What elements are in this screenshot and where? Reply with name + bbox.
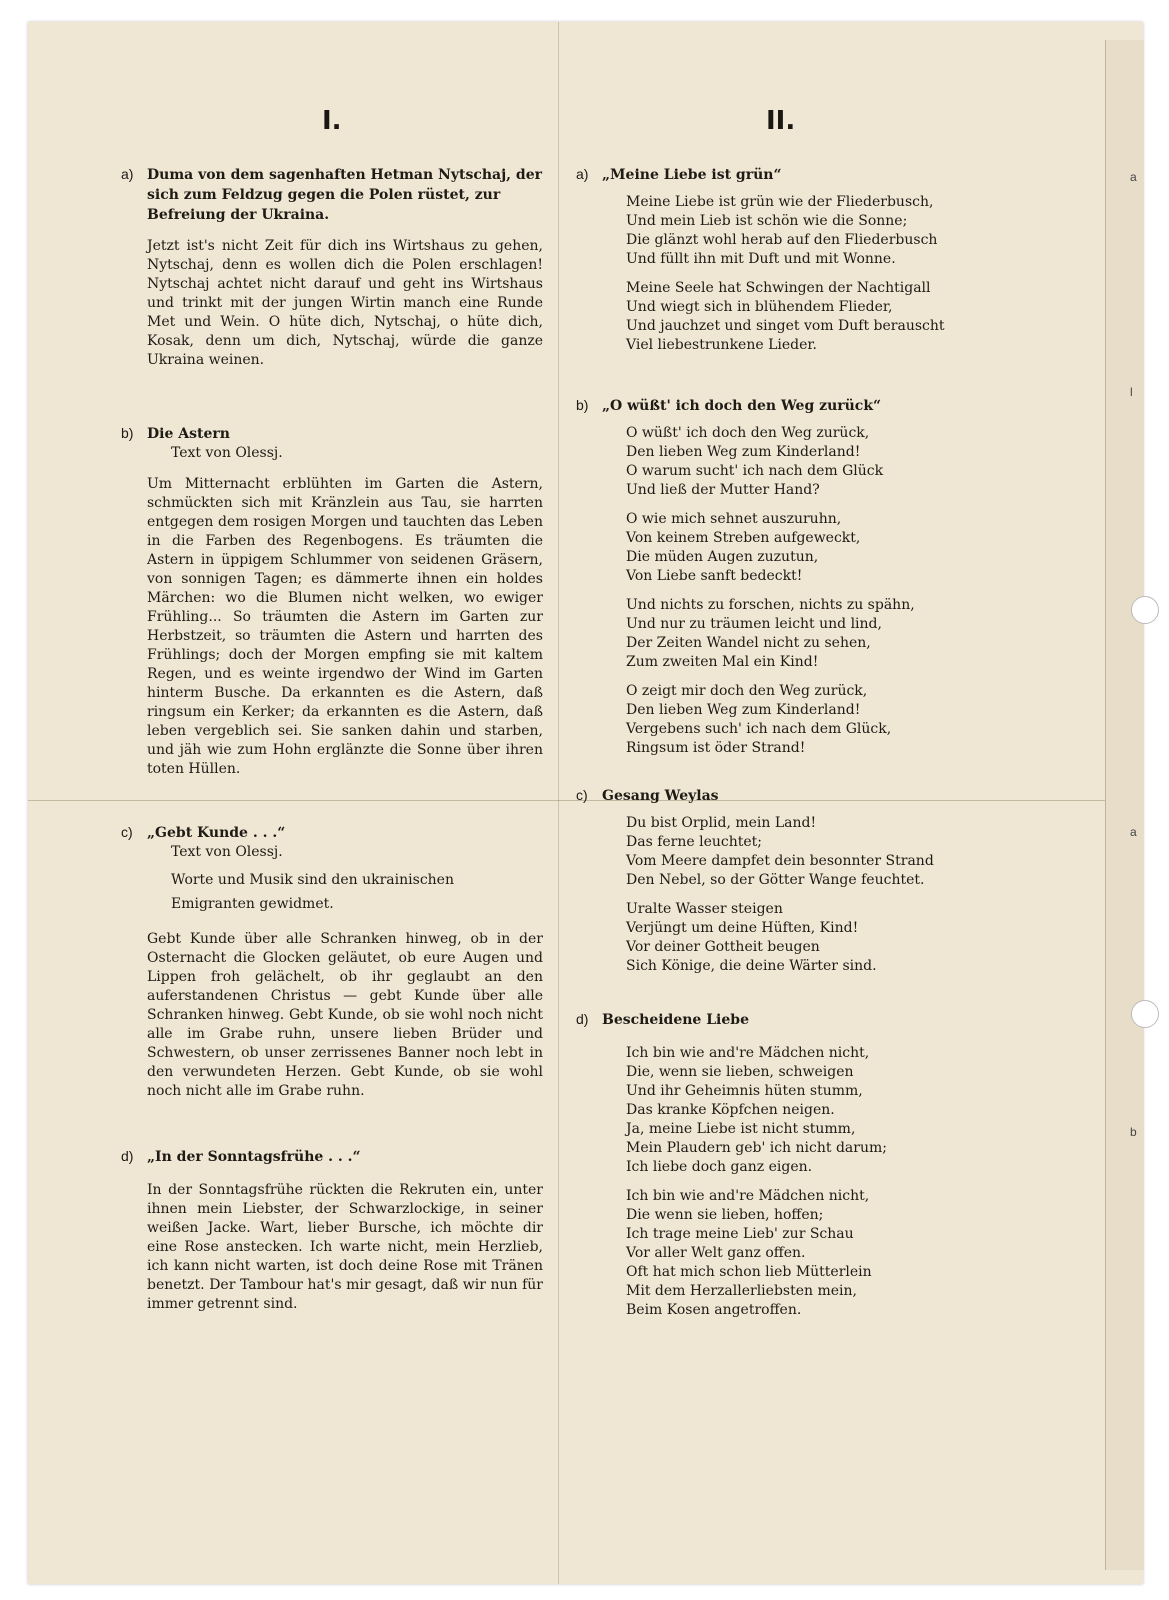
stanza <box>602 814 934 890</box>
item-title: Die Astern <box>147 426 230 442</box>
punch-hole <box>1131 596 1159 624</box>
verse-line: Vergebens such' ich nach dem Glück, <box>626 721 892 737</box>
item-text: Um Mitternacht erblühten im Garten die Astern, schmückten sich mit Kränzlein aus Tau, sie harrten entgegen dem rosigen Morgen und tauchten das Leben in die Farben des Regenbogens. Es träumten die Astern in üppigem Schlummer von seidenen Gräsern, von sonnigen Tagen; es dämmerte ihnen ein holdes Märchen: wo die Blumen nicht welken, wo ewiger Frühling... So träumten die Astern im Garten zur Herbstzeit, so träumten die Astern und harrten des Frühlings; doch der Morgen empfing sie mit kaltem Regen, und es weinte irgendwo der Wind im Garten hinterm Busche. Da erkannten es die Astern, daß ringsum ein Kerker; da erkannten es die Astern, daß leben vergeblich sei. Sie sanken dahin und starben, und jäh wie zum Hohn erglänzte die Sonne über ihren toten Hüllen. <box>147 476 543 777</box>
item-1b <box>123 424 543 779</box>
verse-line: Meine Seele hat Schwingen der Nachtigall <box>626 280 931 296</box>
item-letter: a) <box>576 166 589 182</box>
verse-line: Vor deiner Gottheit beugen <box>626 939 820 955</box>
item-1d <box>123 1147 543 1314</box>
verse-line: Mit dem Herzallerliebsten mein, <box>626 1283 857 1299</box>
verse-line: Die wenn sie lieben, hoffen; <box>626 1207 824 1223</box>
verse-line: Das ferne leuchtet; <box>626 834 763 850</box>
edge-letter: a <box>1130 170 1137 184</box>
item-dedication: Worte und Musik sind den ukrainischen Emigranten gewidmet. <box>171 872 454 912</box>
stanza <box>602 279 945 355</box>
verse-line: Und füllt ihn mit Duft und mit Wonne. <box>626 251 896 267</box>
edge-letter: l <box>1130 385 1133 399</box>
verse-line: O wüßt' ich doch den Weg zurück, <box>626 425 870 441</box>
verse-line: Die glänzt wohl herab auf den Fliederbusch <box>626 232 938 248</box>
item-title: „Meine Liebe ist grün“ <box>602 167 782 183</box>
item-title: „Gebt Kunde . . .“ <box>147 825 286 841</box>
verse-line: Den lieben Weg zum Kinderland! <box>626 702 861 718</box>
stanza <box>602 424 915 500</box>
verse-line: Verjüngt um deine Hüften, Kind! <box>626 920 859 936</box>
vertical-fold <box>558 22 559 1584</box>
verse-line: Die müden Augen zuzutun, <box>626 549 819 565</box>
verse-line: Und jauchzet und singet vom Duft berauscht <box>626 318 945 334</box>
verse-line: O zeigt mir doch den Weg zurück, <box>626 683 868 699</box>
verse-line: Von keinem Streben aufgeweckt, <box>626 530 861 546</box>
verse-line: Sich Könige, die deine Wärter sind. <box>626 958 877 974</box>
verse-line: O warum sucht' ich nach dem Glück <box>626 463 884 479</box>
item-letter: d) <box>576 1011 589 1027</box>
verse-line: Und ihr Geheimnis hüten stumm, <box>626 1083 863 1099</box>
stanza <box>602 510 915 586</box>
verse-line: Ich liebe doch ganz eigen. <box>626 1159 813 1175</box>
verse-line: Zum zweiten Mal ein Kind! <box>626 654 819 670</box>
punch-hole <box>1131 1000 1159 1028</box>
verse-line: Meine Liebe ist grün wie der Fliederbusch, <box>626 194 934 210</box>
item-text: Jetzt ist's nicht Zeit für dich ins Wirtshaus zu gehen, Nytschaj, denn es wollen dich die Polen erschlagen! Nytschaj achtet nicht darauf und geht ins Wirtshaus und trinkt mit der jungen Wirtin manch eine Runde Met und Wein. O hüte dich, Nytschaj, o hüte dich, Kosak, denn um dich, Nytschaj, würde die ganze Ukraina weinen. <box>147 238 543 368</box>
stanza <box>602 596 915 672</box>
verse-line: Den lieben Weg zum Kinderland! <box>626 444 861 460</box>
item-title: Duma von dem sagenhaften Hetman Nytschaj, der sich zum Feldzug gegen die Polen rüstet, zur Befreiung der Ukraina. <box>147 167 542 223</box>
verse-line: Und ließ der Mutter Hand? <box>626 482 820 498</box>
item-letter: c) <box>576 787 588 803</box>
verse-line: Der Zeiten Wandel nicht zu sehen, <box>626 635 871 651</box>
section-two-numeral: II. <box>766 106 796 136</box>
verse-line: Ringsum ist öder Strand! <box>626 740 806 756</box>
item-letter: a) <box>121 166 134 182</box>
verse-line: Ich trage meine Lieb' zur Schau <box>626 1226 854 1242</box>
stanza <box>602 682 915 758</box>
verse-line: Mein Plaudern geb' ich nicht darum; <box>626 1140 887 1156</box>
item-1c <box>123 823 543 1101</box>
item-2a <box>578 165 945 365</box>
edge-letter: b <box>1130 1125 1137 1139</box>
item-2c <box>578 786 934 986</box>
verse-line: Den Nebel, so der Götter Wange feuchtet. <box>626 872 925 888</box>
verse-line: Beim Kosen angetroffen. <box>626 1302 802 1318</box>
item-title: „In der Sonntagsfrühe . . .“ <box>147 1149 361 1165</box>
verse-line: Und wiegt sich in blühendem Flieder, <box>626 299 893 315</box>
verse-line: Ja, meine Liebe ist nicht stumm, <box>626 1121 856 1137</box>
item-text: In der Sonntagsfrühe rückten die Rekruten ein, unter ihnen mein Liebster, der Schwarzlockige, in seiner weißen Jacke. Wart, lieber Bursche, ich möchte dir eine Rose anstecken. Ich warte nicht, mein Herzlieb, ich kann nicht warten, ist doch deine Rose mit Tränen benetzt. Der Tambour hat's mir gesagt, daß wir nun für immer getrennt sind. <box>147 1182 543 1312</box>
verse-line: Viel liebestrunkene Lieder. <box>626 337 818 353</box>
verse-line: Vor aller Welt ganz offen. <box>626 1245 806 1261</box>
stanza <box>602 1187 887 1320</box>
stanza <box>602 193 945 269</box>
item-2b <box>578 396 915 768</box>
verse-line: Von Liebe sanft bedeckt! <box>626 568 803 584</box>
next-page-edge <box>1105 40 1144 1570</box>
verse-line: Ich bin wie and're Mädchen nicht, <box>626 1188 870 1204</box>
item-title: Gesang Weylas <box>602 788 719 804</box>
item-title: „O wüßt' ich doch den Weg zurück“ <box>602 398 882 414</box>
item-1a <box>123 165 543 370</box>
item-letter: b) <box>576 397 589 413</box>
verse-line: Ich bin wie and're Mädchen nicht, <box>626 1045 870 1061</box>
stanza <box>602 900 934 976</box>
section-one-numeral: I. <box>322 106 342 136</box>
item-text: Gebt Kunde über alle Schranken hinweg, ob in der Osternacht die Glocken geläutet, ob eure Augen und Lippen froh gelächelt, ob ihr geglaubt an den auferstandenen Christus — gebt Kunde über alle Schranken hinweg. Gebt Kunde, ob sie wohl noch nicht alle im Grabe ruhn, unsere lieben Brüder und Schwestern, ob unser zerrissenes Banner noch lebt in den verwundeten Herzen. Gebt Kunde, ob sie wohl noch nicht alle im Grabe ruhn. <box>147 931 543 1099</box>
item-letter: d) <box>121 1148 134 1164</box>
verse-line: Vom Meere dampfet dein besonnter Strand <box>626 853 934 869</box>
verse-line: Und mein Lieb ist schön wie die Sonne; <box>626 213 908 229</box>
verse-line: Und nur zu träumen leicht und lind, <box>626 616 882 632</box>
item-credit: Text von Olessj. <box>171 445 283 461</box>
verse-line: Und nichts zu forschen, nichts zu spähn, <box>626 597 915 613</box>
item-title: Bescheidene Liebe <box>602 1012 749 1028</box>
stanza <box>602 1044 887 1177</box>
verse-line: Uralte Wasser steigen <box>626 901 783 917</box>
verse-line: Oft hat mich schon lieb Mütterlein <box>626 1264 872 1280</box>
item-letter: c) <box>121 824 133 840</box>
edge-letter: a <box>1130 825 1137 839</box>
item-letter: b) <box>121 425 134 441</box>
verse-line: Du bist Orplid, mein Land! <box>626 815 817 831</box>
verse-line: Das kranke Köpfchen neigen. <box>626 1102 835 1118</box>
item-credit: Text von Olessj. <box>171 844 283 860</box>
item-2d <box>578 1010 887 1330</box>
verse-line: O wie mich sehnet auszuruhn, <box>626 511 842 527</box>
verse-line: Die, wenn sie lieben, schweigen <box>626 1064 854 1080</box>
